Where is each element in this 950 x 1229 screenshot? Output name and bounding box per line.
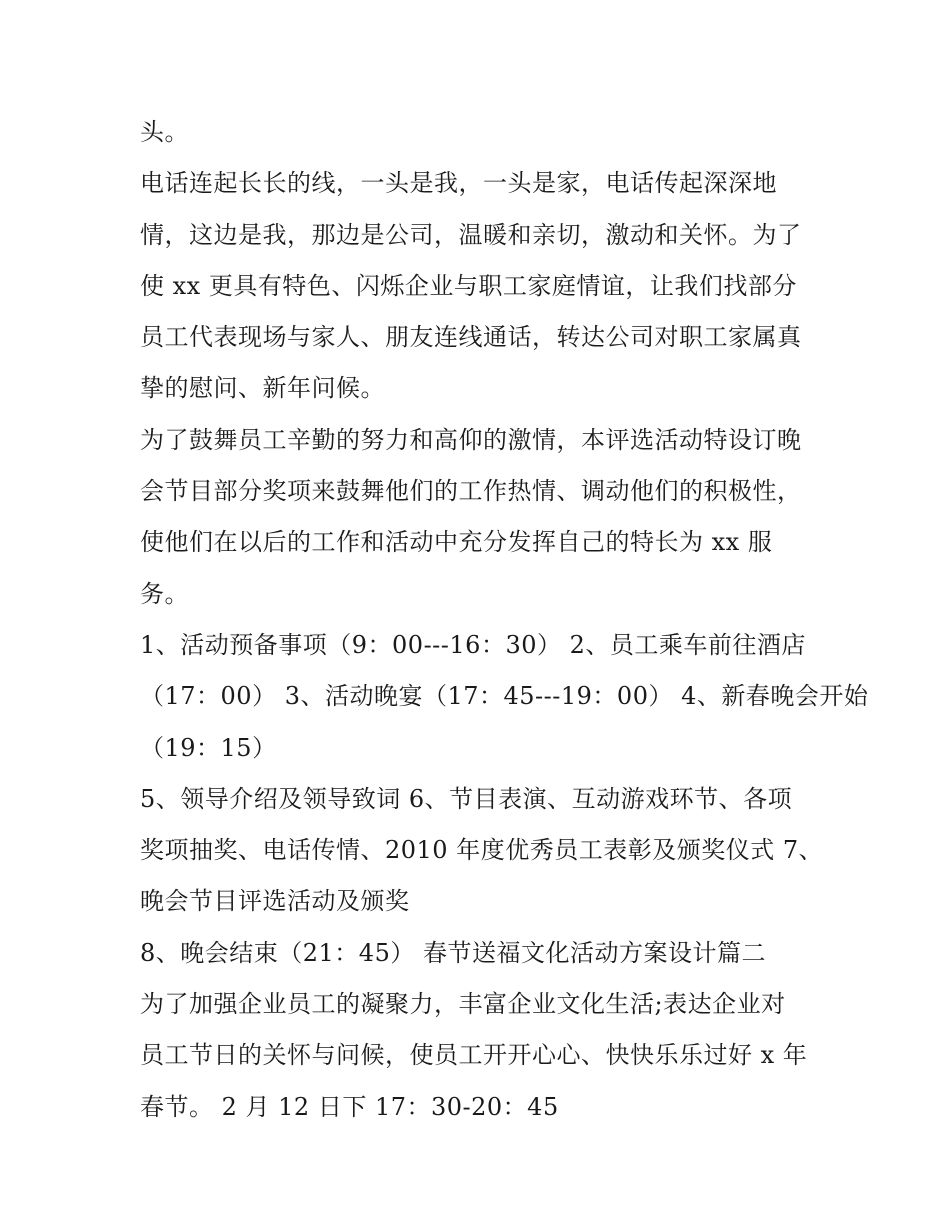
document-body — [140, 107, 869, 1133]
text-line: （19：15） — [140, 733, 277, 762]
text-line: 为了加强企业员工的凝聚力，丰富企业文化生活;表达企业对 — [140, 990, 786, 1019]
text-line: （17：00） 3、活动晚宴（17：45---19：00） 4、新春晚会开始 — [140, 682, 869, 711]
text-line: 使他们在以后的工作和活动中充分发挥自己的特长为 xx 服 — [140, 528, 773, 557]
text-line: 务。 — [140, 579, 189, 608]
text-line: 为了鼓舞员工辛勤的努力和高仰的激情，本评选活动特设订晚 — [140, 425, 802, 454]
text-line: 晚会节目评选活动及颁奖 — [140, 887, 410, 916]
text-line: 电话连起长长的线，一头是我，一头是家，电话传起深深地 — [140, 169, 777, 198]
text-line: 情，这边是我，那边是公司，温暖和亲切，激动和关怀。为了 — [140, 220, 802, 249]
text-line: 5、领导介绍及领导致词 6、节目表演、互动游戏环节、各项 — [140, 784, 793, 813]
text-line: 奖项抽奖、电话传情、2010 年度优秀员工表彰及颁奖仪式 7、 — [140, 836, 824, 865]
text-line: 挚的慰问、新年问候。 — [140, 374, 385, 403]
text-line: 会节目部分奖项来鼓舞他们的工作热情、调动他们的积极性， — [140, 477, 802, 506]
text-line: 8、晚会结束（21：45） 春节送福文化活动方案设计篇二 — [140, 938, 766, 967]
text-line: 使 xx 更具有特色、闪烁企业与职工家庭情谊，让我们找部分 — [140, 271, 797, 300]
text-line: 1、活动预备事项（9：00---16：30） 2、员工乘车前往酒店 — [140, 630, 806, 659]
text-line: 头。 — [140, 118, 189, 146]
text-line: 员工节日的关怀与问候，使员工开开心心、快快乐乐过好 x 年 — [140, 1041, 808, 1070]
text-line: 员工代表现场与家人、朋友连线通话，转达公司对职工家属真 — [140, 323, 802, 352]
text-line: 春节。 2 月 12 日下 17：30-20：45 — [140, 1092, 559, 1121]
